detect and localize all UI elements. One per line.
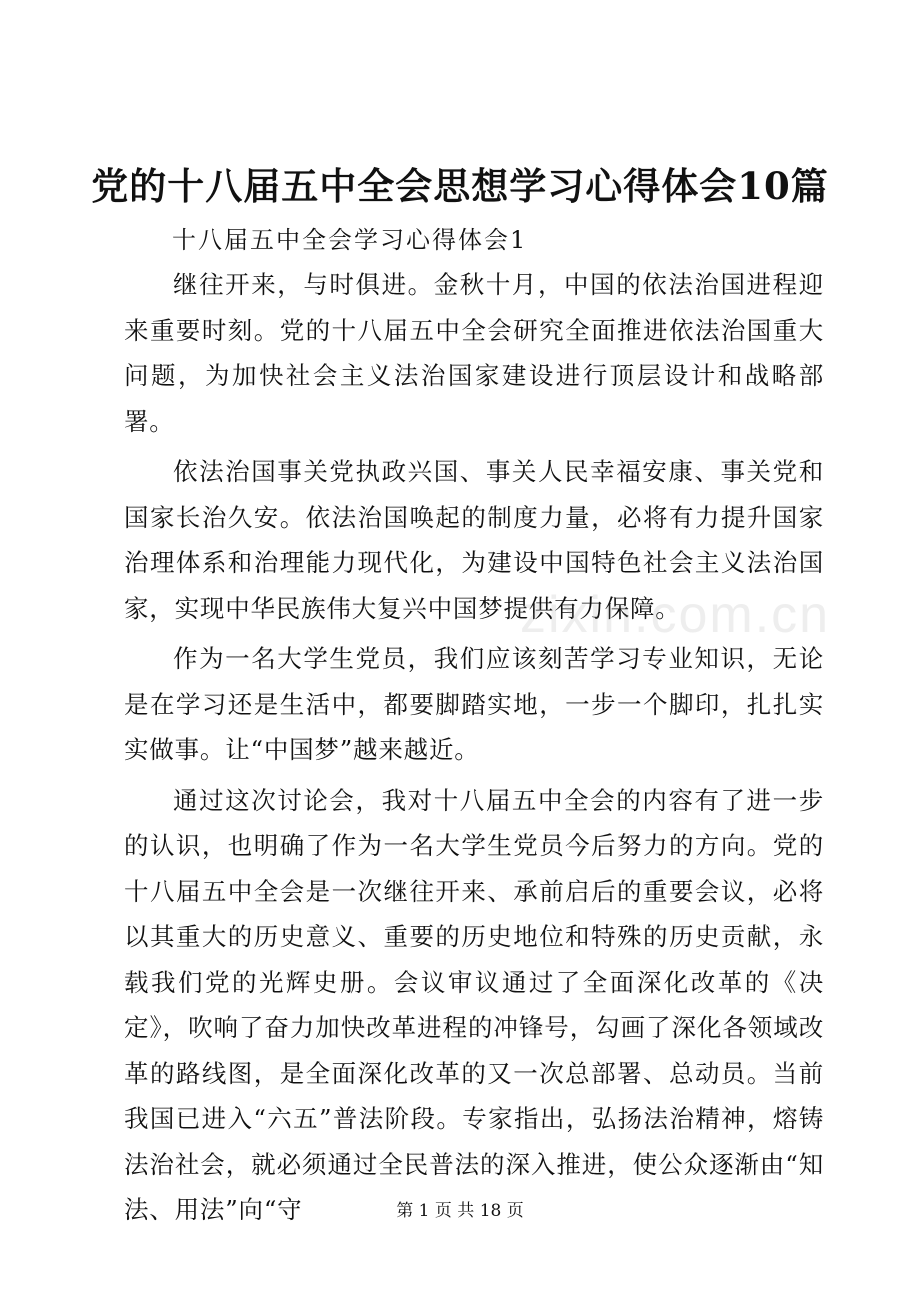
document-body — [124, 262, 824, 1233]
paragraph-2: 依法治国事关党执政兴国、事关人民幸福安康、事关党和国家长治久安。依法治国唤起的制度力量，必将有力提升国家治理体系和治理能力现代化，为建设中国特色社会主义法治国家，实现中华民族伟大复兴中国梦提供有力保障。 — [124, 457, 824, 623]
document-title: 党的十八届五中全会思想学习心得体会10篇 — [91, 164, 829, 208]
paragraph-4: 通过这次讨论会，我对十八届五中全会的内容有了进一步的认识，也明确了作为一名大学生党员今后努力的方向。党的十八届五中全会是一次继往开来、承前启后的重要会议，必将以其重大的历史意义、重要的历史地位和特殊的历史贡献，永载我们党的光辉史册。会议审议通过了全面深化改革的《决定》，吹响了奋力加快改革进程的冲锋号，勾画了深化各领域改革的路线图，是全面深化改革的又一次总部署、总动员。当前我国已进入“六五”普法阶段。专家指出，弘扬法治精神，熔铸法治社会，就必须通过全民普法的深入推进，使公众逐渐由“知法、用法”向“守 — [124, 785, 825, 1224]
document-subtitle: 十八届五中全会学习心得体会1 — [172, 226, 528, 254]
watermark-text: zixin.com.cn — [520, 586, 831, 644]
page-footer: 第 1 页 共 18 页 — [396, 1201, 524, 1221]
paragraph-1: 继往开来，与时俱进。金秋十月，中国的依法治国进程迎来重要时刻。党的十八届五中全会研究全面推进依法治国重大问题，为加快社会主义法治国家建设进行顶层设计和战略部署。 — [124, 270, 824, 436]
paragraph-3: 作为一名大学生党员，我们应该刻苦学习专业知识，无论是在学习还是生活中，都要脚踏实地，一步一个脚印，扎扎实实做事。让“中国梦”越来越近。 — [124, 644, 824, 764]
